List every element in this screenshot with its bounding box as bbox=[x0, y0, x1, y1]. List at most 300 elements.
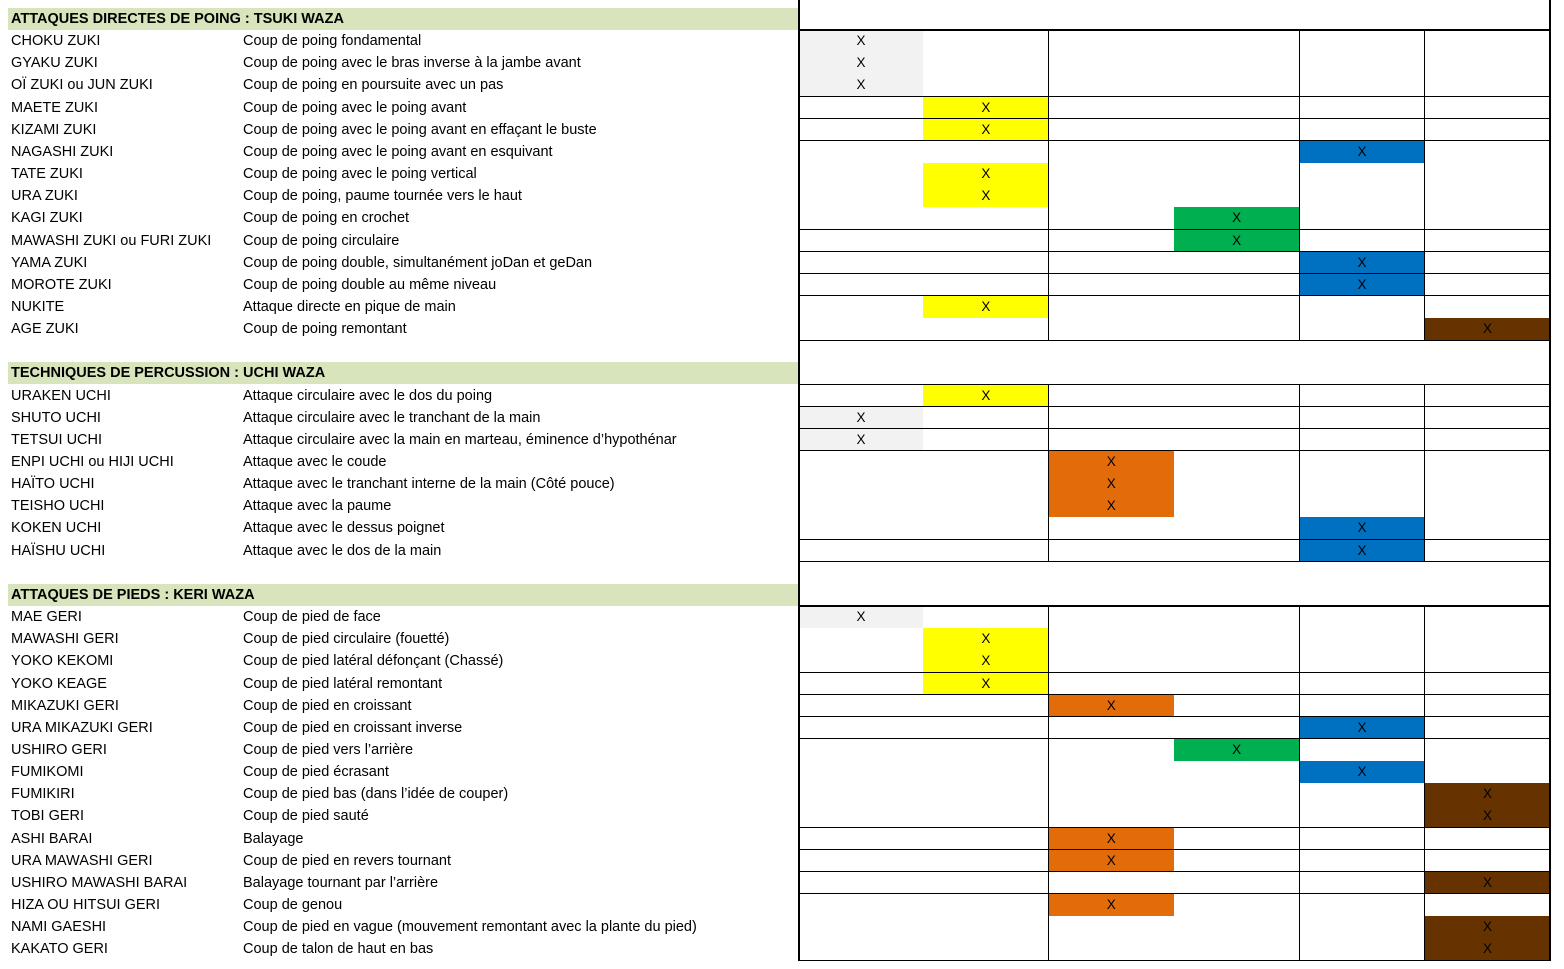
grade-cell-marked: X bbox=[1425, 872, 1551, 895]
grid-section-top-border bbox=[798, 384, 1551, 386]
grade-cell bbox=[923, 540, 1049, 563]
technique-description: Coup de pied sauté bbox=[243, 808, 369, 825]
table-row bbox=[0, 429, 1564, 451]
grade-cell bbox=[1174, 872, 1300, 895]
grade-cell bbox=[1174, 850, 1300, 873]
table-row bbox=[0, 495, 1564, 517]
grade-cell bbox=[923, 52, 1049, 75]
grade-cell bbox=[1425, 739, 1551, 762]
grade-cell bbox=[1049, 407, 1175, 430]
grade-cell bbox=[1174, 407, 1300, 430]
technique-name: URAKEN UCHI bbox=[11, 387, 111, 404]
grade-cell bbox=[1174, 517, 1300, 540]
technique-name: NUKITE bbox=[11, 298, 65, 315]
grade-cell bbox=[1049, 872, 1175, 895]
technique-name: KAKATO GERI bbox=[11, 941, 108, 958]
grade-cell bbox=[923, 938, 1049, 961]
grade-cell-marked: X bbox=[1049, 894, 1175, 917]
technique-name: KAGI ZUKI bbox=[11, 210, 83, 227]
grade-cell bbox=[1425, 141, 1551, 164]
grade-cell bbox=[1425, 119, 1551, 142]
technique-description: Balayage tournant par l’arrière bbox=[243, 874, 439, 891]
grade-cell bbox=[1174, 783, 1300, 806]
technique-name: ENPI UCHI ou HIJI UCHI bbox=[11, 454, 174, 470]
grade-cell bbox=[1300, 185, 1426, 208]
grade-cell bbox=[1174, 916, 1300, 939]
table-row bbox=[0, 207, 1564, 229]
grade-cell bbox=[798, 938, 924, 961]
table-row bbox=[0, 894, 1564, 916]
grade-cell bbox=[923, 872, 1049, 895]
table-row bbox=[0, 473, 1564, 495]
technique-name: TOBI GERI bbox=[11, 808, 85, 825]
table-row bbox=[0, 318, 1564, 340]
technique-name: KOKEN UCHI bbox=[11, 520, 102, 537]
grade-cell-marked: X bbox=[1174, 739, 1300, 762]
technique-name: USHIRO MAWASHI BARAI bbox=[11, 874, 188, 891]
grade-cell bbox=[923, 495, 1049, 518]
grade-cell bbox=[1300, 916, 1426, 939]
grade-cell-marked: X bbox=[1300, 517, 1426, 540]
grade-cell bbox=[798, 517, 924, 540]
grade-cell bbox=[923, 517, 1049, 540]
grade-cell bbox=[923, 606, 1049, 629]
technique-description: Balayage bbox=[243, 830, 304, 847]
grade-cell bbox=[1425, 185, 1551, 208]
table-row bbox=[0, 739, 1564, 761]
table-row bbox=[0, 119, 1564, 141]
table-row bbox=[0, 296, 1564, 318]
grade-cell bbox=[1300, 650, 1426, 673]
grade-cell-marked: X bbox=[1049, 473, 1175, 496]
technique-description: Coup de poing en poursuite avec un pas bbox=[243, 77, 504, 94]
technique-name: CHOKU ZUKI bbox=[11, 33, 101, 50]
table-row bbox=[0, 141, 1564, 163]
table-row bbox=[0, 695, 1564, 717]
table-row bbox=[0, 850, 1564, 872]
grade-cell bbox=[1425, 252, 1551, 275]
technique-name: SHUTO UCHI bbox=[11, 409, 101, 426]
grade-cell bbox=[1300, 850, 1426, 873]
technique-name: MAE GERI bbox=[11, 609, 82, 626]
grade-cell bbox=[1174, 828, 1300, 851]
grade-cell bbox=[798, 761, 924, 784]
grade-cell bbox=[1300, 429, 1426, 452]
table-row bbox=[0, 872, 1564, 894]
grade-cell bbox=[1174, 185, 1300, 208]
grade-cell bbox=[1049, 318, 1175, 341]
grade-cell-marked: X bbox=[923, 185, 1049, 208]
grade-cell bbox=[1049, 207, 1175, 230]
technique-description: Coup de poing avec le bras inverse à la jambe avant bbox=[243, 55, 581, 72]
grade-cell bbox=[1174, 141, 1300, 164]
grade-cell bbox=[798, 872, 924, 895]
grade-cell bbox=[1300, 119, 1426, 142]
table-row bbox=[0, 274, 1564, 296]
technique-description: Coup de pied latéral remontant bbox=[243, 675, 443, 692]
grade-cell bbox=[1174, 650, 1300, 673]
grade-cell bbox=[1425, 894, 1551, 917]
table-row bbox=[0, 717, 1564, 739]
technique-name: NAGASHI ZUKI bbox=[11, 143, 114, 160]
grade-cell bbox=[1425, 628, 1551, 651]
technique-description: Coup de pied en revers tournant bbox=[243, 852, 451, 869]
technique-name: MIKAZUKI GERI bbox=[11, 697, 119, 714]
grade-cell bbox=[798, 185, 924, 208]
grade-cell bbox=[1300, 385, 1426, 408]
grade-cell bbox=[1049, 296, 1175, 319]
grade-cell bbox=[923, 739, 1049, 762]
technique-description: Coup de pied en vague (mouvement remontant avec la plante du pied) bbox=[243, 919, 697, 936]
table-row bbox=[0, 916, 1564, 938]
table-row bbox=[0, 650, 1564, 672]
technique-description: Coup de poing, paume tournée vers le haut bbox=[243, 188, 522, 205]
grade-cell bbox=[1300, 938, 1426, 961]
grade-cell bbox=[923, 252, 1049, 275]
grade-cell bbox=[1425, 761, 1551, 784]
grade-cell bbox=[923, 916, 1049, 939]
technique-description: Coup de pied en croissant inverse bbox=[243, 719, 463, 736]
grade-cell bbox=[1425, 650, 1551, 673]
table-row bbox=[0, 97, 1564, 119]
table-row bbox=[0, 230, 1564, 252]
technique-description: Coup de poing avec le poing avant en esquivant bbox=[243, 143, 553, 160]
grade-cell bbox=[1300, 894, 1426, 917]
grade-cell bbox=[923, 274, 1049, 297]
technique-name: TATE ZUKI bbox=[11, 166, 83, 183]
grade-cell bbox=[798, 230, 924, 253]
grade-cell bbox=[1174, 495, 1300, 518]
grade-cell bbox=[798, 828, 924, 851]
grade-cell bbox=[1049, 385, 1175, 408]
grade-cell-marked: X bbox=[1300, 141, 1426, 164]
grade-cell bbox=[1300, 230, 1426, 253]
grade-cell bbox=[923, 207, 1049, 230]
grade-cell-marked: X bbox=[923, 650, 1049, 673]
grade-cell bbox=[1300, 52, 1426, 75]
grade-cell bbox=[1049, 230, 1175, 253]
grade-cell bbox=[1300, 828, 1426, 851]
grade-cell-marked: X bbox=[1300, 540, 1426, 563]
grade-cell bbox=[1174, 252, 1300, 275]
grade-cell bbox=[1300, 97, 1426, 120]
grade-cell bbox=[1174, 451, 1300, 474]
technique-name: NAMI GAESHI bbox=[11, 919, 107, 936]
grade-cell-marked: X bbox=[798, 429, 924, 452]
grade-cell bbox=[923, 318, 1049, 341]
grade-cell bbox=[798, 119, 924, 142]
grade-cell-marked: X bbox=[1300, 252, 1426, 275]
grade-cell bbox=[923, 451, 1049, 474]
grade-cell-marked: X bbox=[1300, 761, 1426, 784]
technique-description: Coup de poing avec le poing avant en effaçant le buste bbox=[243, 121, 597, 138]
technique-name: MAETE ZUKI bbox=[11, 99, 99, 116]
grade-cell bbox=[1174, 628, 1300, 651]
grade-cell bbox=[1174, 296, 1300, 319]
grade-cell bbox=[1174, 717, 1300, 740]
grade-cell-marked: X bbox=[1049, 695, 1175, 718]
grade-cell bbox=[1049, 783, 1175, 806]
technique-description: Coup de poing double, simultanément joDan et geDan bbox=[243, 254, 593, 271]
grade-cell bbox=[1425, 74, 1551, 97]
grade-cell bbox=[1049, 163, 1175, 186]
table-row bbox=[0, 828, 1564, 850]
technique-name: TEISHO UCHI bbox=[11, 498, 105, 515]
technique-description: Coup de pied vers l’arrière bbox=[243, 741, 414, 758]
technique-description: Coup de poing remontant bbox=[243, 321, 407, 338]
grade-cell bbox=[1049, 119, 1175, 142]
technique-description: Coup de poing double au même niveau bbox=[243, 276, 497, 293]
grade-cell-marked: X bbox=[1425, 916, 1551, 939]
technique-name: MAWASHI ZUKI ou FURI ZUKI bbox=[11, 232, 212, 249]
grade-cell bbox=[1425, 717, 1551, 740]
technique-description: Coup de poing fondamental bbox=[243, 33, 422, 50]
grade-cell bbox=[798, 540, 924, 563]
grade-cell bbox=[1049, 252, 1175, 275]
grade-cell-marked: X bbox=[798, 74, 924, 97]
grade-cell-marked: X bbox=[923, 673, 1049, 696]
grade-cell-marked: X bbox=[1425, 805, 1551, 828]
technique-name: ASHI BARAI bbox=[11, 830, 93, 847]
grade-cell-marked: X bbox=[798, 606, 924, 629]
grade-cell bbox=[1174, 274, 1300, 297]
grade-cell bbox=[798, 473, 924, 496]
grade-cell bbox=[798, 650, 924, 673]
grade-cell bbox=[1174, 761, 1300, 784]
table-row bbox=[0, 385, 1564, 407]
grade-cell bbox=[798, 163, 924, 186]
grade-cell bbox=[1174, 30, 1300, 53]
grid-section-top-border bbox=[798, 605, 1551, 607]
table-row bbox=[0, 163, 1564, 185]
section-header: ATTAQUES DIRECTES DE POING : TSUKI WAZA bbox=[8, 8, 798, 30]
grade-cell bbox=[1300, 805, 1426, 828]
grade-cell bbox=[1049, 717, 1175, 740]
grade-cell bbox=[1174, 385, 1300, 408]
grade-cell bbox=[1049, 761, 1175, 784]
grade-cell bbox=[1174, 163, 1300, 186]
grade-cell bbox=[1425, 385, 1551, 408]
grade-cell bbox=[1174, 97, 1300, 120]
grade-cell bbox=[798, 318, 924, 341]
table-row bbox=[0, 761, 1564, 783]
grade-cell bbox=[1425, 230, 1551, 253]
technique-description: Coup de talon de haut en bas bbox=[243, 941, 434, 958]
grade-cell bbox=[1425, 673, 1551, 696]
grade-cell-marked: X bbox=[1425, 938, 1551, 961]
grade-cell bbox=[1174, 429, 1300, 452]
grade-cell bbox=[1049, 429, 1175, 452]
table-row bbox=[0, 407, 1564, 429]
grade-cell bbox=[1049, 540, 1175, 563]
technique-name: YOKO KEAGE bbox=[11, 675, 107, 692]
technique-description: Coup de poing en crochet bbox=[243, 210, 410, 227]
grade-cell bbox=[798, 141, 924, 164]
technique-description: Coup de genou bbox=[243, 897, 343, 913]
grade-cell-marked: X bbox=[798, 52, 924, 75]
technique-description: Attaque avec le coude bbox=[243, 454, 387, 470]
grade-cell bbox=[923, 850, 1049, 873]
grade-cell bbox=[923, 828, 1049, 851]
grade-cell bbox=[1300, 207, 1426, 230]
technique-description: Coup de pied de face bbox=[243, 609, 381, 626]
grade-cell bbox=[1300, 872, 1426, 895]
grade-cell bbox=[1049, 916, 1175, 939]
technique-description: Attaque avec la paume bbox=[243, 498, 392, 515]
grade-cell bbox=[1049, 97, 1175, 120]
grade-cell bbox=[798, 695, 924, 718]
table-row bbox=[0, 628, 1564, 650]
technique-name: TETSUI UCHI bbox=[11, 431, 103, 448]
technique-name: FUMIKOMI bbox=[11, 764, 84, 781]
grade-cell bbox=[1049, 606, 1175, 629]
grade-cell bbox=[1300, 296, 1426, 319]
grade-cell bbox=[1425, 97, 1551, 120]
table-row bbox=[0, 540, 1564, 562]
grade-cell bbox=[1174, 119, 1300, 142]
technique-description: Attaque circulaire avec le tranchant de la main bbox=[243, 409, 541, 426]
grade-cell bbox=[1049, 650, 1175, 673]
table-row bbox=[0, 783, 1564, 805]
grade-cell bbox=[1049, 938, 1175, 961]
grade-cell-marked: X bbox=[1300, 717, 1426, 740]
table-row bbox=[0, 805, 1564, 827]
technique-description: Attaque circulaire avec le dos du poing bbox=[243, 387, 493, 404]
grade-cell bbox=[1300, 695, 1426, 718]
grade-cell bbox=[798, 495, 924, 518]
grade-cell bbox=[923, 30, 1049, 53]
grade-cell-marked: X bbox=[923, 163, 1049, 186]
table-row bbox=[0, 938, 1564, 960]
grade-cell bbox=[1174, 74, 1300, 97]
technique-name: KIZAMI ZUKI bbox=[11, 121, 97, 138]
grade-cell-marked: X bbox=[1174, 230, 1300, 253]
grade-cell-marked: X bbox=[1425, 783, 1551, 806]
grade-cell bbox=[1425, 606, 1551, 629]
grade-cell bbox=[923, 695, 1049, 718]
grade-cell-marked: X bbox=[1300, 274, 1426, 297]
grade-cell bbox=[1174, 606, 1300, 629]
technique-name: URA ZUKI bbox=[11, 188, 78, 205]
grade-cell bbox=[1174, 52, 1300, 75]
section-header: TECHNIQUES DE PERCUSSION : UCHI WAZA bbox=[8, 362, 798, 384]
grade-cell bbox=[1425, 850, 1551, 873]
grade-cell bbox=[923, 230, 1049, 253]
grade-cell bbox=[1425, 540, 1551, 563]
grade-cell bbox=[1300, 673, 1426, 696]
grade-cell bbox=[798, 628, 924, 651]
grade-cell bbox=[1425, 30, 1551, 53]
technique-name: MAWASHI GERI bbox=[11, 631, 119, 648]
grade-cell-marked: X bbox=[1049, 828, 1175, 851]
grade-cell bbox=[798, 805, 924, 828]
grade-cell bbox=[923, 74, 1049, 97]
grade-cell bbox=[923, 805, 1049, 828]
grade-cell bbox=[1049, 141, 1175, 164]
technique-description: Coup de pied latéral défonçant (Chassé) bbox=[243, 653, 504, 670]
technique-name: FUMIKIRI bbox=[11, 786, 75, 803]
grade-cell bbox=[798, 739, 924, 762]
grid-frame-right bbox=[1549, 0, 1551, 960]
grade-cell bbox=[1049, 805, 1175, 828]
grade-cell bbox=[1300, 407, 1426, 430]
grade-cell-marked: X bbox=[923, 296, 1049, 319]
technique-description: Attaque avec le tranchant interne de la main (Côté pouce) bbox=[243, 476, 615, 493]
grade-cell bbox=[798, 274, 924, 297]
grade-cell bbox=[1174, 894, 1300, 917]
grade-cell bbox=[1049, 739, 1175, 762]
grade-cell bbox=[1425, 828, 1551, 851]
grade-cell bbox=[1049, 274, 1175, 297]
grade-cell bbox=[798, 916, 924, 939]
grade-cell bbox=[923, 783, 1049, 806]
technique-name: OÏ ZUKI ou JUN ZUKI bbox=[11, 77, 153, 94]
technique-description: Coup de pied circulaire (fouetté) bbox=[243, 631, 450, 648]
table-row bbox=[0, 52, 1564, 74]
technique-name: YOKO KEKOMI bbox=[11, 653, 114, 670]
grade-cell bbox=[1049, 74, 1175, 97]
technique-name: HAÏTO UCHI bbox=[11, 476, 95, 493]
technique-description: Coup de pied en croissant bbox=[243, 697, 412, 714]
technique-name: HAÏSHU UCHI bbox=[11, 542, 106, 559]
grade-cell bbox=[1300, 739, 1426, 762]
table-row bbox=[0, 30, 1564, 52]
grade-cell bbox=[1174, 673, 1300, 696]
grade-cell bbox=[1049, 52, 1175, 75]
grade-cell bbox=[1425, 695, 1551, 718]
grade-cell bbox=[1300, 473, 1426, 496]
grade-cell bbox=[1425, 429, 1551, 452]
grade-cell bbox=[923, 894, 1049, 917]
technique-name: MOROTE ZUKI bbox=[11, 276, 112, 293]
grade-cell bbox=[923, 407, 1049, 430]
grade-cell-marked: X bbox=[923, 119, 1049, 142]
grade-cell bbox=[1425, 407, 1551, 430]
grade-cell bbox=[1174, 318, 1300, 341]
technique-description: Coup de pied écrasant bbox=[243, 764, 389, 781]
grade-cell bbox=[923, 141, 1049, 164]
grade-cell bbox=[1425, 163, 1551, 186]
grade-cell bbox=[1425, 517, 1551, 540]
grade-cell-marked: X bbox=[1049, 451, 1175, 474]
grade-cell bbox=[1300, 74, 1426, 97]
grade-cell bbox=[1174, 938, 1300, 961]
table-row bbox=[0, 451, 1564, 473]
grade-cell bbox=[798, 207, 924, 230]
grade-cell bbox=[798, 97, 924, 120]
grade-cell-marked: X bbox=[1425, 318, 1551, 341]
grade-cell bbox=[798, 385, 924, 408]
section-header: ATTAQUES DE PIEDS : KERI WAZA bbox=[8, 584, 798, 606]
technique-name: YAMA ZUKI bbox=[11, 254, 88, 271]
technique-description: Attaque avec le dessus poignet bbox=[243, 520, 445, 537]
table-row bbox=[0, 252, 1564, 274]
grade-cell bbox=[1425, 207, 1551, 230]
grade-cell-marked: X bbox=[1174, 207, 1300, 230]
table-row bbox=[0, 517, 1564, 539]
table-row bbox=[0, 74, 1564, 96]
table-row bbox=[0, 606, 1564, 628]
technique-description: Coup de poing avec le poing vertical bbox=[243, 166, 477, 183]
grade-cell bbox=[923, 473, 1049, 496]
grade-cell bbox=[1049, 185, 1175, 208]
grade-cell bbox=[1049, 30, 1175, 53]
grade-cell-marked: X bbox=[923, 385, 1049, 408]
grade-cell bbox=[1049, 673, 1175, 696]
grade-cell bbox=[1174, 540, 1300, 563]
table-row bbox=[0, 673, 1564, 695]
grade-cell bbox=[923, 761, 1049, 784]
